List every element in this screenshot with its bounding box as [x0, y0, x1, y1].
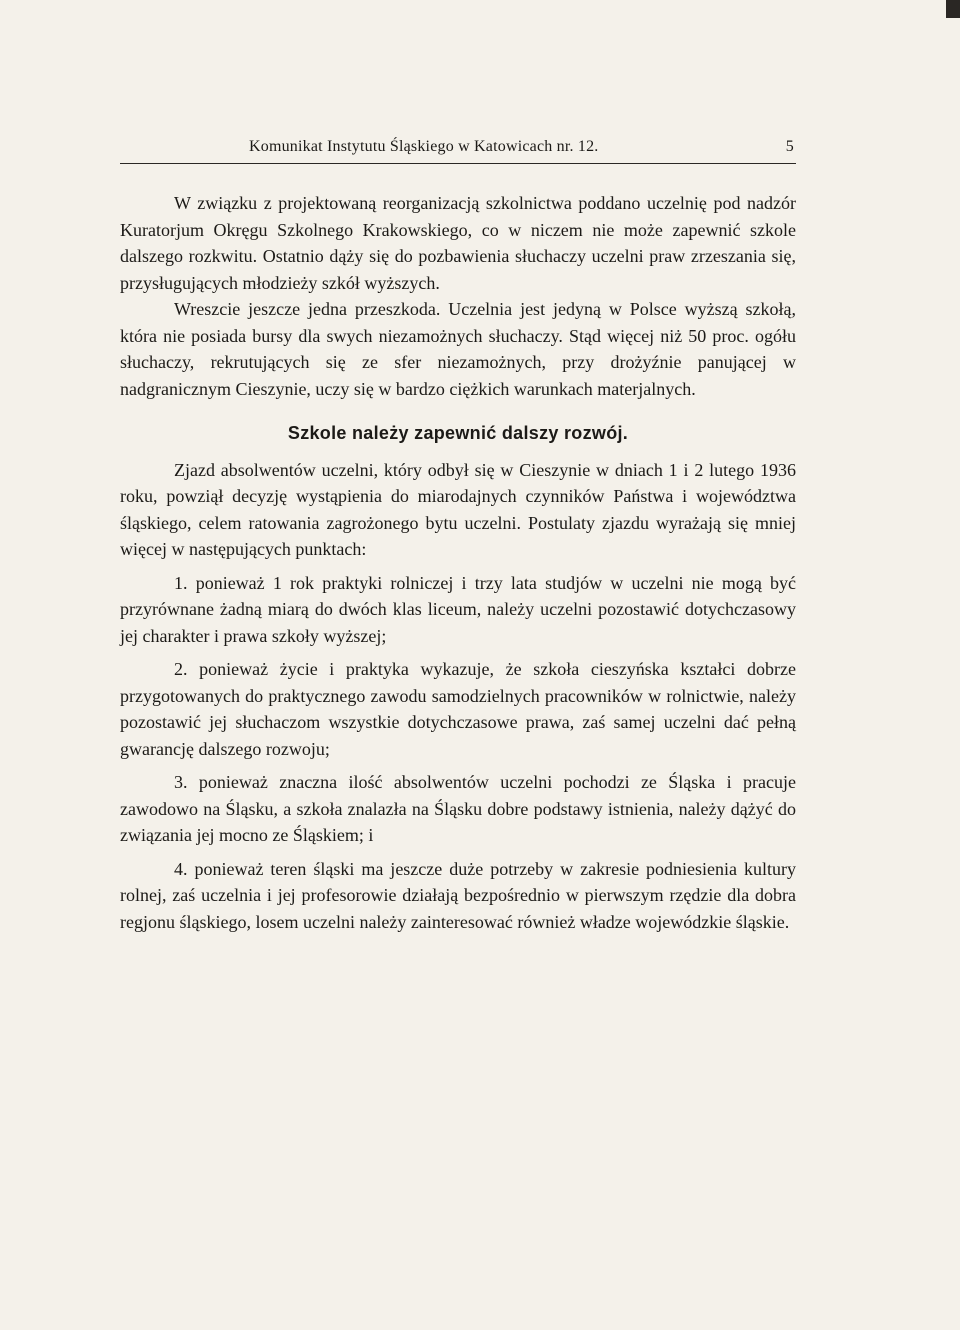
paragraph-congress: Zjazd absolwentów uczelni, który odbył się w Cieszynie w dniach 1 i 2 lutego 1936 roku, powziął decyzję wystąpienia do miarodajnych czynników Państwa i województwa śląskiego, celem ratowania zagrożonego bytu uczelni. Postulaty zjazdu wyrażają się mniej więcej w następujących punktach: — [120, 459, 796, 559]
page-number: 5 — [785, 138, 794, 155]
body-text — [120, 190, 796, 935]
list-item-4: 4. ponieważ teren śląski ma jeszcze duże potrzeby w zakresie podniesienia kultury rolnej, zaś uczelnia i jej profesorowie działają bezpośrednio w pierwszym rzędzie dla dobra regjonu śląskiego, losem uczelni należy zainteresować również władze wojewódzkie śląskie. — [120, 858, 796, 932]
list-item-1: 1. ponieważ 1 rok praktyki rolniczej i trzy lata studjów w uczelni nie mogą być przyrównane żadną miarą do dwóch klas liceum, należy uczelni pozostawić dotychczasowy jej charakter i prawa szkoły wyższej; — [120, 572, 796, 646]
scan-corner-mark — [946, 0, 960, 18]
header-title: Komunikat Instytutu Śląskiego w Katowicach nr. 12. — [249, 138, 599, 155]
header-rule — [120, 163, 796, 164]
paragraph-reorganization: W związku z projektowaną reorganizacją szkolnictwa poddano uczelnię pod nadzór Kuratorjum Okręgu Szkolnego Krakowskiego, co w niczem nie może zapewnić szkole dalszego rozkwitu. Ostatnio dąży się do pozbawienia słuchaczy uczelni praw zrzeszania się, przysługujących młodzieży szkół wyższych. — [120, 193, 796, 293]
running-header — [120, 138, 796, 162]
section-heading: Szkole należy zapewnić dalszy rozwój. — [287, 423, 629, 443]
list-item-3: 3. ponieważ znaczna ilość absolwentów uczelni pochodzi ze Śląska i pracuje zawodowo na Śląsku, a szkoła znalazła na Śląsku dobre podstawy istnienia, należy dążyć do związania jej mocno ze Śląskiem; i — [120, 772, 796, 845]
paragraph-obstacle: Wreszcie jeszcze jedna przeszkoda. Uczelnia jest jedyną w Polsce wyższą szkołą, która nie posiada bursy dla swych niezamożnych słuchaczy. Stąd więcej niż 50 proc. ogółu słuchaczy, rekrutujących się ze sfer niezamożnych, przy drożyźnie panującej w nadgranicznym Cieszynie, uczy się w bardzo ciężkich warunkach materjalnych. — [120, 299, 796, 399]
list-item-2: 2. ponieważ życie i praktyka wykazuje, że szkoła cieszyńska kształci dobrze przygotowanych do praktycznego zawodu samodzielnych pracowników w rolnictwie, należy pozostawić jej słuchaczom wszystkie dotychczasowe prawa, zaś samej uczelni dać pełną gwarancję dalszego rozwoju; — [120, 659, 796, 759]
